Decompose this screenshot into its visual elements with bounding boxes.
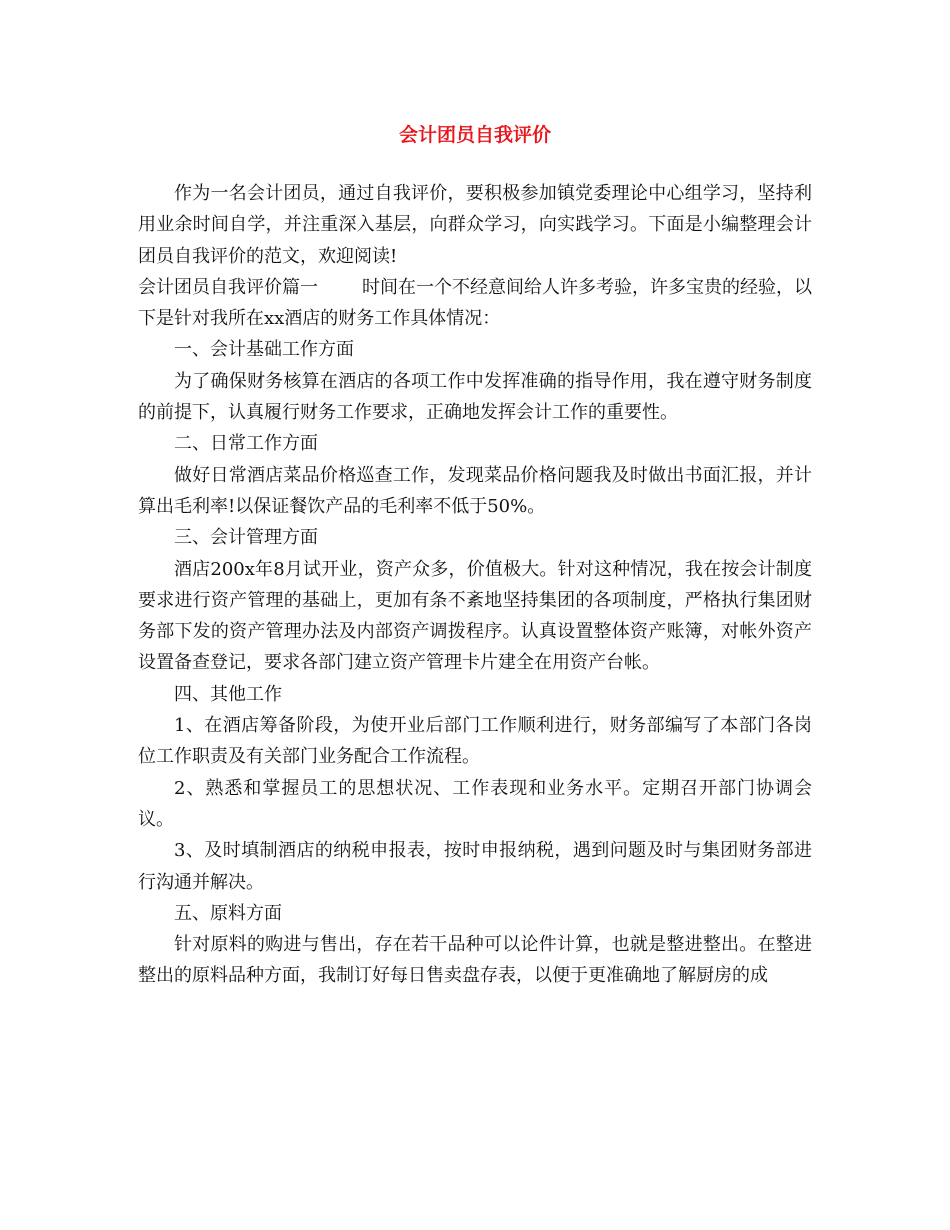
paragraph-raw-materials: 针对原料的购进与售出，存在若干品种可以论件计算，也就是整进整出。在整进整出的原料品种方面，我制订好每日售卖盘存表，以便于更准确地了解厨房的成 [138, 934, 812, 987]
heading-other-work: 四、其他工作 [174, 683, 282, 705]
paragraph-daily-work: 做好日常酒店菜品价格巡查工作，发现菜品价格问题我及时做出书面汇报，并计算出毛利率!以保证餐饮产品的毛利率不低于50%。 [138, 464, 812, 517]
heading-raw-materials: 五、原料方面 [174, 902, 282, 924]
heading-accounting-management: 三、会计管理方面 [174, 527, 318, 549]
section-text: 时间在一个不经意间给人许多考验，许多宝贵的经验，以下是针对我所在xx酒店的财务工作具体情况： [138, 276, 812, 330]
paragraph-other-work-3: 3、及时填制酒店的纳税申报表，按时申报纳税，遇到问题及时与集团财务部进行沟通并解决。 [138, 840, 812, 893]
paragraph-other-work-2: 2、熟悉和掌握员工的思想状况、工作表现和业务水平。定期召开部门协调会议。 [138, 777, 812, 830]
section-label: 会计团员自我评价篇一 [138, 276, 318, 298]
heading-accounting-basics: 一、会计基础工作方面 [174, 339, 354, 361]
paragraph-accounting-basics: 为了确保财务核算在酒店的各项工作中发挥准确的指导作用，我在遵守财务制度的前提下，认真履行财务工作要求，正确地发挥会计工作的重要性。 [138, 370, 812, 424]
paragraph-other-work-1: 1、在酒店筹备阶段，为使开业后部门工作顺利进行，财务部编写了本部门各岗位工作职责及有关部门业务配合工作流程。 [138, 715, 812, 768]
section-intro-paragraph [138, 272, 812, 335]
document-body [138, 178, 812, 992]
paragraph-accounting-management: 酒店200x年8月试开业，资产众多，价值极大。针对这种情况，我在按会计制度要求进行资产管理的基础上，更加有条不紊地坚持集团的各项制度，严格执行集团财务部下发的资产管理办法及内部资产调拨程序。认真设置整体资产账簿，对帐外资产设置备查登记，要求各部门建立资产管理卡片建全在用资产台帐。 [138, 558, 812, 674]
intro-paragraph: 作为一名会计团员，通过自我评价，要积极参加镇党委理论中心组学习，坚持利用业余时间自学，并注重深入基层，向群众学习，向实践学习。下面是小编整理会计团员自我评价的范文，欢迎阅读! [138, 183, 812, 267]
document-title: 会计团员自我评价 [398, 124, 551, 146]
heading-daily-work: 二、日常工作方面 [174, 433, 318, 455]
